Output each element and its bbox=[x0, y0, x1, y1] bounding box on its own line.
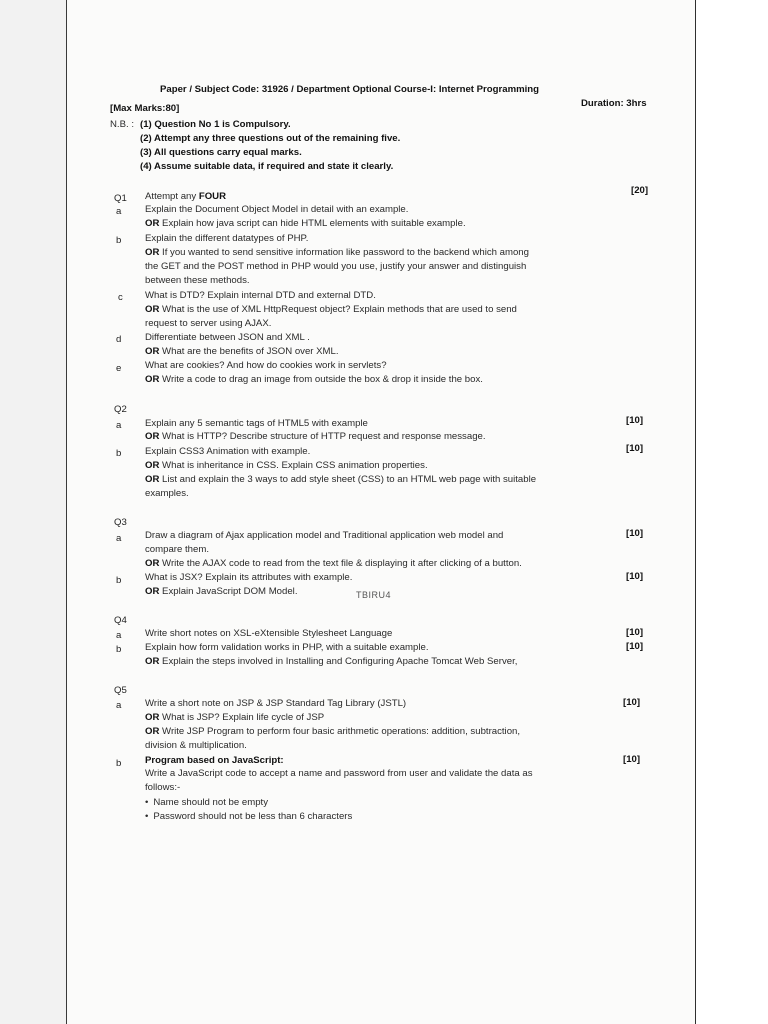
q2-b-alt-cont: examples. bbox=[145, 488, 189, 499]
subpart-label: a bbox=[116, 700, 122, 711]
q2-a-alt: OR What is HTTP? Describe structure of HTTP request and response message. bbox=[145, 431, 486, 442]
q3-b-marks: [10] bbox=[626, 571, 644, 582]
q1-d-text: Differentiate between JSON and XML . bbox=[145, 332, 310, 343]
q1-c-text: What is DTD? Explain internal DTD and external DTD. bbox=[145, 290, 376, 301]
instruction-3: (3) All questions carry equal marks. bbox=[140, 147, 302, 158]
q5-a-alt: OR Write JSP Program to perform four basic arithmetic operations: addition, subtraction, bbox=[145, 726, 521, 737]
q1-b-text: Explain the different datatypes of PHP. bbox=[145, 233, 309, 244]
question-label: Q2 bbox=[114, 404, 127, 415]
q3-a-alt: OR Write the AJAX code to read from the text file & displaying it after clicking of a button. bbox=[145, 558, 522, 569]
subpart-label: b bbox=[116, 448, 122, 459]
q1-a-alt: OR Explain how java script can hide HTML elements with suitable example. bbox=[145, 218, 466, 229]
q1-e-alt: OR Write a code to drag an image from outside the box & drop it inside the box. bbox=[145, 374, 483, 385]
question-label: Q3 bbox=[114, 517, 127, 528]
duration: Duration: 3hrs bbox=[581, 98, 647, 109]
max-marks: [Max Marks:80] bbox=[110, 103, 180, 114]
scan-margin-right bbox=[696, 0, 768, 1024]
q1-c-alt: OR What is the use of XML HttpRequest object? Explain methods that are used to send bbox=[145, 304, 517, 315]
instruction-4: (4) Assume suitable data, if required and state it clearly. bbox=[140, 161, 394, 172]
q4-b-text: Explain how form validation works in PHP, with a suitable example. bbox=[145, 642, 429, 653]
subpart-label: a bbox=[116, 420, 122, 431]
q3-b-text: What is JSX? Explain its attributes with example. bbox=[145, 572, 353, 583]
question-label: Q1 bbox=[114, 193, 127, 204]
q5-b-text-cont: follows:- bbox=[145, 782, 181, 793]
q1-a-text: Explain the Document Object Model in detail with an example. bbox=[145, 204, 409, 215]
q5-a-marks: [10] bbox=[623, 697, 641, 708]
q2-b-marks: [10] bbox=[626, 443, 644, 454]
instruction-1: (1) Question No 1 is Compulsory. bbox=[140, 119, 291, 130]
q5-a-alt-cont: division & multiplication. bbox=[145, 740, 247, 751]
subpart-label: e bbox=[116, 363, 122, 374]
q2-b-text: Explain CSS3 Animation with example. bbox=[145, 446, 311, 457]
q1-b-alt-cont: between these methods. bbox=[145, 275, 250, 286]
q3-a-text: Draw a diagram of Ajax application model and Traditional application web model and bbox=[145, 530, 504, 541]
q5-a-alt: OR What is JSP? Explain life cycle of JSP bbox=[145, 712, 325, 723]
q3-a-text-cont: compare them. bbox=[145, 544, 209, 555]
nb-label: N.B. : bbox=[110, 119, 134, 130]
q5-b-text: Write a JavaScript code to accept a name and password from user and validate the data as bbox=[145, 768, 533, 779]
subpart-label: b bbox=[116, 235, 122, 246]
subpart-label: b bbox=[116, 575, 122, 586]
instruction-2: (2) Attempt any three questions out of the remaining five. bbox=[140, 133, 401, 144]
list-item: • Password should not be less than 6 characters bbox=[145, 811, 352, 822]
q5-b-marks: [10] bbox=[623, 754, 641, 765]
subpart-label: a bbox=[116, 630, 122, 641]
paper-title: Paper / Subject Code: 31926 / Department Optional Course-I: Internet Programming bbox=[160, 84, 540, 95]
q5-a-text: Write a short note on JSP & JSP Standard Tag Library (JSTL) bbox=[145, 698, 407, 709]
subpart-label: c bbox=[118, 292, 123, 303]
q3-a-marks: [10] bbox=[626, 528, 644, 539]
question-label: Q4 bbox=[114, 615, 127, 626]
scan-margin-left bbox=[0, 0, 70, 1024]
q4-a-marks: [10] bbox=[626, 627, 644, 638]
q3-b-alt: OR Explain JavaScript DOM Model. bbox=[145, 586, 298, 597]
paper-stamp: TBIRU4 bbox=[356, 590, 392, 600]
q4-b-alt: OR Explain the steps involved in Installing and Configuring Apache Tomcat Web Server, bbox=[145, 656, 518, 667]
subpart-label: a bbox=[116, 533, 122, 544]
q2-b-alt: OR List and explain the 3 ways to add style sheet (CSS) to an HTML web page with suitable bbox=[145, 474, 537, 485]
subpart-label: b bbox=[116, 758, 122, 769]
q4-b-marks: [10] bbox=[626, 641, 644, 652]
q1-b-alt: OR If you wanted to send sensitive information like password to the backend which among bbox=[145, 247, 529, 258]
q1-title: Attempt any FOUR bbox=[145, 191, 227, 202]
q1-d-alt: OR What are the benefits of JSON over XML. bbox=[145, 346, 339, 357]
subpart-label: b bbox=[116, 644, 122, 655]
q1-c-alt-cont: request to server using AJAX. bbox=[145, 318, 272, 329]
q4-a-text: Write short notes on XSL-eXtensible Stylesheet Language bbox=[145, 628, 393, 639]
question-label: Q5 bbox=[114, 685, 127, 696]
q2-a-marks: [10] bbox=[626, 415, 644, 426]
q1-marks: [20] bbox=[631, 185, 649, 196]
q1-b-alt-cont: the GET and the POST method in PHP would you use, justify your answer and distinguish bbox=[145, 261, 527, 272]
q2-b-alt: OR What is inheritance in CSS. Explain CSS animation properties. bbox=[145, 460, 428, 471]
list-item: • Name should not be empty bbox=[145, 797, 268, 808]
q5-b-title: Program based on JavaScript: bbox=[145, 755, 284, 766]
q1-e-text: What are cookies? And how do cookies work in servlets? bbox=[145, 360, 387, 371]
q2-a-text: Explain any 5 semantic tags of HTML5 with example bbox=[145, 418, 368, 429]
subpart-label: a bbox=[116, 206, 122, 217]
subpart-label: d bbox=[116, 334, 122, 345]
